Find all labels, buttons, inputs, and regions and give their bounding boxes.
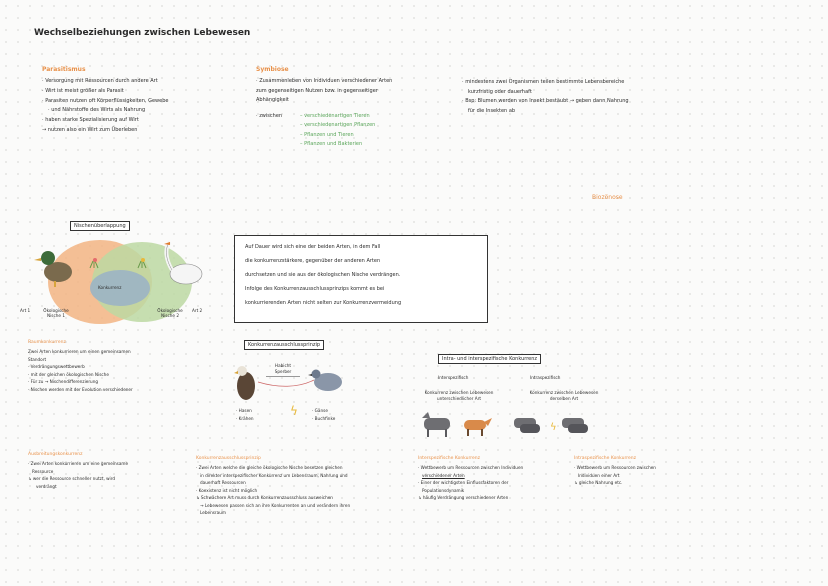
list-item: · Krähen: [236, 415, 254, 421]
animals-diagram: [418, 410, 594, 440]
list-item: ↳ wer die Ressource schneller nutzt, wird: [28, 476, 116, 482]
list-item: · Wettbewerb um Ressourcen zwischen Individuen: [418, 465, 524, 470]
list-item: dauerhaft Ressourcen: [200, 480, 246, 486]
list-item: ↳ Schwächere Art muss durch Konkurrenzausschluss ausweichen: [196, 495, 333, 501]
zwischen-item: – Pflanzen und Bakterien: [300, 141, 363, 147]
lightning-icon: ϟ: [290, 404, 298, 418]
intra-desc: Konkurrenz zwischen Lebewesen derselben Art: [529, 390, 599, 401]
list-item: · Zwei Arten konkurrieren um eine gemeinsame: [28, 461, 129, 466]
summary-line: durchsetzen und sie aus der ökologischen Nische verdrängen.: [245, 272, 401, 278]
list-item: · Parasiten nutzen oft Körperflüssigkeiten, Gewebe: [42, 97, 168, 107]
list-item: · Buchfinke: [312, 415, 336, 421]
inter-label: Interspezifisch: [438, 375, 469, 380]
summary-line: Infolge des Konkurrenzausschlussprinzips kommt es bei: [245, 286, 385, 292]
summary-line: die konkurrenzstärkere, gegenüber der anderen Arten: [245, 258, 381, 264]
list-item: verschiedener Arten: [422, 472, 465, 478]
list-item: · Hasen: [236, 408, 252, 413]
page-title: Wechselbeziehungen zwischen Lebewesen: [34, 28, 251, 38]
summary-box: [234, 235, 488, 323]
wolf-pack-icon: [562, 418, 588, 433]
intra-label: Intraspezifisch: [530, 375, 561, 380]
zwischen-item: – Pflanzen und Tieren: [300, 131, 354, 138]
list-item: für die Insekten ab: [468, 107, 516, 114]
list-item: → Lebewesen passen sich an ihre Konkurrenten an und verändern ihren: [200, 502, 351, 508]
symbiose-line: · Zusammenleben von Individuen verschiedener Arten: [256, 78, 393, 84]
relation-line: [258, 380, 314, 386]
kap-left-list: [236, 407, 254, 422]
ausbreitung-heading: Ausbreitungskonkurrenz: [28, 452, 83, 457]
list-item: · mindestens zwei Organismen teilen bestimmte Lebensbereiche: [462, 79, 625, 85]
biozoenose-heading: Biozönose: [592, 194, 623, 201]
fox-icon: [464, 418, 492, 436]
interspezifisch-heading: Interspezifische Konkurrenz: [418, 456, 481, 461]
list-item: · haben starke Spezialisierung auf Wirt: [42, 116, 168, 126]
nische2-label: Ökologische Nische 2: [157, 308, 183, 319]
list-item: in direkter interspezifischer Konkurrenz um Lebensraum, Nahrung und: [200, 472, 348, 478]
list-item: · Wirt ist meist größer als Parasit: [42, 87, 168, 97]
raumkonkurrenz-section: [28, 340, 133, 393]
intra-inter-title: Intra- und interspezifische Konkurrenz: [438, 354, 541, 364]
list-item: · Für zu → Nischendifferenzierung: [28, 379, 99, 385]
wolf-pack-icon: [514, 418, 540, 433]
eagle-icon: [234, 366, 255, 400]
list-item: Populationsdynamik: [422, 487, 465, 493]
nischen-title: Nischenüberlappung: [70, 221, 130, 231]
list-item: · mit der gleichen ökologischen Nische: [28, 371, 109, 377]
list-item: Lebensraum: [200, 510, 226, 516]
parasitismus-heading: Parasitismus: [42, 66, 86, 73]
parasitismus-arrow-line: → nutzen also ein Wirt zum Überleben: [42, 126, 138, 133]
list-item: · und Nährstoffe des Wirts als Nahrung: [42, 106, 168, 116]
list-item: · Zwei Arten welche die gleiche ökologische Nische besetzen gleichen: [196, 465, 343, 470]
symbiose-line: Abhängigkeit: [256, 97, 289, 103]
inter-desc: Konkurrenz zwischen Lebewesen unterschiedlicher Art: [424, 390, 494, 401]
list-item: · Koexistenz ist nicht möglich: [196, 487, 258, 493]
symbiose-section: [256, 66, 392, 150]
art2-label: Art 2: [192, 308, 203, 313]
list-item: Standort: [28, 356, 47, 362]
symbiose-heading: Symbiose: [256, 66, 289, 73]
list-item: · Wettbewerb um Ressourcen zwischen: [574, 465, 656, 470]
konkurrenz-label: Konkurrenz: [98, 285, 122, 290]
svg-text:ϟ: ϟ: [550, 422, 557, 433]
list-item: · Gänse: [312, 408, 328, 413]
kap-beziehung: Habicht Sperber: [266, 363, 300, 377]
list-item: verdrängt: [36, 483, 57, 489]
list-item: Zwei Arten konkurrieren um einen gemeinsamen: [28, 349, 131, 354]
art1-label: Art 1: [20, 308, 31, 313]
symbiose-right: [462, 78, 629, 116]
raumkonkurrenz-heading: Raumkonkurrenz: [28, 340, 66, 345]
wolf-icon: [422, 412, 450, 437]
konkurrenzausschluss-section: [196, 456, 350, 517]
zwischen-label: · zwischen: [256, 112, 283, 119]
interspezifisch-section: [418, 456, 523, 502]
summary-line: Auf Dauer wird sich eine der beiden Arten, in dem Fall: [245, 244, 381, 250]
list-item: Individuen einer Art: [578, 472, 620, 478]
summary-line: konkurrierenden Arten nicht selten zur Konkurrenzvermeidung: [245, 300, 402, 306]
list-item: · Bsp: Blumen werden von Insekt bestäubt → geben dann Nahrung: [462, 98, 629, 104]
list-item: ↳ häufig Verdrängung verschiedener Arten: [418, 495, 509, 501]
intraspezifisch-heading: Intraspezifische Konkurrenz: [574, 456, 636, 461]
zwischen-item: – verschiedenartigen Tieren: [300, 112, 370, 119]
list-item: · Einer der wichtigsten Einflussfaktoren der: [418, 480, 509, 486]
list-item: · Nischen werden mit der Evolution verschiedener: [28, 386, 133, 392]
list-item: ↳ gleiche Nahrung etc.: [574, 480, 623, 486]
ausbreitung-section: [28, 452, 128, 490]
list-item: kurzfristig oder dauerhaft: [468, 88, 532, 95]
list-item: · Verdrängungswettbewerb: [28, 364, 85, 370]
symbiose-line: zum gegenseitigen Nutzen bzw. in gegenseitiger: [256, 87, 378, 94]
list-item: Ressource: [32, 468, 54, 474]
parasitismus-section: [42, 66, 168, 135]
nische1-label: Ökologische Nische 1: [43, 308, 69, 319]
konkurrenzausschluss-heading: Konkurrenzausschlussprinzip: [196, 456, 261, 461]
kap-right-list: [312, 407, 335, 422]
zwischen-item: – verschiedenartigen Pflanzen: [300, 122, 376, 128]
intraspezifisch-section: [574, 456, 656, 487]
kap-title: Konkurrenzausschlussprinzip: [244, 340, 324, 350]
list-item: · Versorgung mit Ressourcen durch andere Art: [42, 77, 168, 87]
